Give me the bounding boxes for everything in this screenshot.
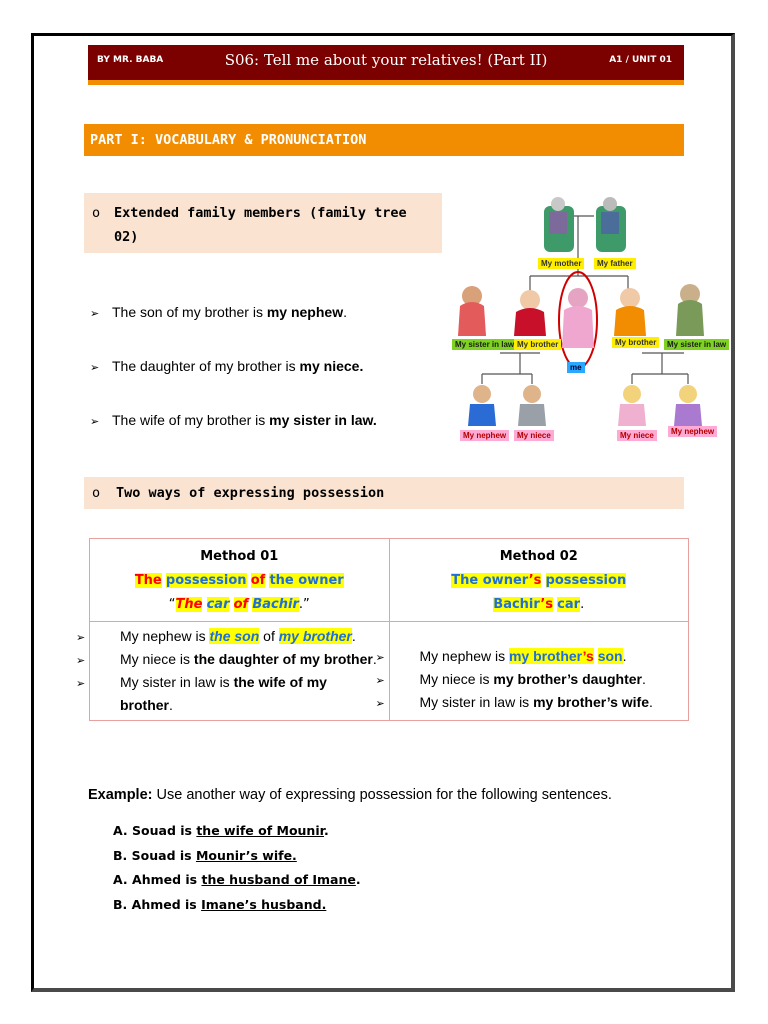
list-item — [76, 649, 383, 672]
example-item — [113, 872, 361, 897]
item-answer: the wife of Mounir — [196, 823, 325, 838]
item-text: My niece is — [120, 651, 194, 667]
method-1-examples — [76, 622, 390, 721]
section-title: Extended family members (family tree 02) — [114, 205, 407, 245]
section-possession — [84, 477, 684, 509]
method-1-example — [94, 593, 385, 617]
item-highlight: the son — [209, 628, 260, 644]
example-item — [113, 848, 361, 873]
label-mother: My mother — [538, 258, 584, 269]
item-prefix: Ahmed is — [132, 872, 202, 887]
item-prefix: Ahmed is — [131, 896, 202, 912]
item-answer: Mounir’s wife. — [195, 847, 297, 863]
part-title: PART I: VOCABULARY & PRONUNCIATION — [84, 124, 684, 156]
item-text: My nephew is — [120, 628, 210, 644]
arrow-bullet-icon: ➢ — [375, 698, 385, 710]
section-extended-family — [84, 193, 442, 253]
page-header — [88, 45, 684, 80]
item-highlight: my brother — [278, 628, 352, 644]
item-bold: the wife of my brother — [120, 674, 327, 713]
method-1-pattern — [94, 569, 385, 593]
label-nephew-right: My nephew — [668, 426, 717, 437]
pattern-word: the owner — [269, 573, 344, 588]
example-word: car — [557, 597, 581, 612]
sentence-text: The daughter of my brother is — [112, 358, 300, 374]
item-letter: B. — [113, 847, 128, 863]
unit-label: A1 / UNIT 01 — [609, 55, 672, 65]
list-item — [375, 646, 683, 669]
sentence-term: my niece. — [299, 358, 364, 374]
item-end: . — [642, 671, 646, 687]
item-bold: my brother’s daughter — [493, 671, 643, 687]
item-text: My nephew is — [419, 648, 509, 664]
header-underline — [88, 80, 684, 85]
item-end: . — [622, 648, 627, 664]
method-2-pattern — [394, 569, 685, 593]
example-word: Bachir — [252, 597, 299, 612]
item-end: . — [169, 697, 173, 713]
example-end: . — [580, 597, 585, 612]
section-title: Two ways of expressing possession — [116, 485, 385, 501]
item-answer: the husband of Imane — [201, 872, 356, 887]
item-prefix: Souad is — [131, 847, 196, 863]
item-text: My niece is — [419, 671, 494, 687]
item-end: . — [324, 823, 329, 838]
example-space — [202, 597, 206, 612]
list-item — [76, 626, 383, 649]
family-tree-figures — [452, 188, 718, 446]
example-word: car — [206, 597, 230, 612]
example-word: of — [233, 597, 249, 612]
list-item — [375, 669, 683, 692]
sentence-end: . — [343, 304, 347, 320]
sentence-term: my nephew — [266, 304, 344, 320]
example-item — [113, 897, 361, 922]
method-2-header — [389, 539, 689, 622]
example-list — [113, 823, 361, 921]
method-2-examples — [375, 622, 689, 721]
sentence-text: The son of my brother is — [112, 304, 267, 320]
example-word: ’s — [540, 597, 554, 612]
item-highlight: son — [597, 648, 623, 664]
label-sister-in-law-right: My sister in law — [664, 339, 729, 350]
label-niece-left: My niece — [514, 430, 554, 441]
arrow-bullet-icon: ➢ — [76, 678, 86, 690]
item-text: My sister in law is — [120, 674, 234, 690]
label-sister-in-law-left: My sister in law — [452, 339, 517, 350]
family-tree-illustration — [452, 188, 727, 446]
label-me: me — [567, 362, 585, 373]
label-nephew-left: My nephew — [460, 430, 509, 441]
item-letter: B. — [113, 896, 128, 912]
item-prefix: Souad is — [132, 823, 197, 838]
item-answer: Imane’s husband. — [201, 896, 327, 912]
example-text: Use another way of expressing possession for the following sentences. — [152, 787, 612, 803]
method-2-example — [394, 593, 685, 617]
pattern-word: possession — [165, 573, 247, 588]
label-father: My father — [594, 258, 636, 269]
example-label: Example: — [88, 787, 153, 803]
list-item — [375, 692, 683, 715]
arrow-bullet-icon: ➢ — [76, 632, 86, 644]
example-instruction — [88, 787, 612, 803]
item-text: of — [259, 628, 279, 644]
arrow-bullet-icon: ➢ — [76, 655, 86, 667]
item-bold: my brother’s wife — [533, 694, 649, 710]
item-bold: the daughter of my brother — [193, 651, 373, 667]
method-1-title: Method 01 — [200, 549, 279, 564]
sentence-sister-in-law — [90, 412, 377, 428]
method-1-header — [90, 539, 390, 622]
item-letter: A. — [113, 823, 128, 838]
arrow-bullet-icon: ➢ — [90, 308, 100, 320]
quote-open: “ — [168, 597, 176, 612]
pattern-word: possession — [545, 573, 627, 588]
pattern-word: The — [134, 573, 162, 588]
label-niece-right: My niece — [617, 430, 657, 441]
example-word: The — [175, 597, 203, 612]
example-space — [229, 597, 233, 612]
pattern-word: of — [250, 573, 266, 588]
item-highlight: my brother — [508, 648, 583, 664]
pattern-word: The owner — [451, 573, 529, 588]
pattern-word: ’s — [528, 573, 542, 588]
item-letter: A. — [113, 872, 128, 887]
item-end: . — [372, 651, 377, 667]
example-item — [113, 823, 361, 848]
sentence-niece — [90, 358, 363, 374]
arrow-bullet-icon: ➢ — [90, 416, 100, 428]
item-end: . — [649, 694, 653, 710]
circle-bullet-icon: o — [92, 485, 101, 501]
arrow-bullet-icon: ➢ — [375, 652, 385, 664]
quote-close: .” — [298, 597, 310, 612]
methods-table — [76, 538, 689, 721]
sentence-text: The wife of my brother is — [112, 412, 270, 428]
sentence-term: my sister in law. — [269, 412, 377, 428]
method-2-title: Method 02 — [499, 549, 578, 564]
item-highlight: ’s — [582, 648, 594, 664]
arrow-bullet-icon: ➢ — [375, 675, 385, 687]
page-title: S06: Tell me about your relatives! (Part II) — [224, 51, 548, 69]
pattern-space — [541, 573, 545, 588]
circle-bullet-icon: o — [92, 205, 101, 221]
item-end: . — [351, 628, 356, 644]
arrow-bullet-icon: ➢ — [90, 362, 100, 374]
label-brother-right: My brother — [612, 337, 659, 348]
item-text: My sister in law is — [419, 694, 534, 710]
author-label: BY MR. BABA — [97, 55, 164, 65]
label-brother-left: My brother — [514, 339, 561, 350]
sentence-nephew — [90, 304, 347, 320]
example-word: Bachir — [493, 597, 541, 612]
item-end: . — [355, 872, 361, 887]
list-item — [76, 672, 383, 716]
